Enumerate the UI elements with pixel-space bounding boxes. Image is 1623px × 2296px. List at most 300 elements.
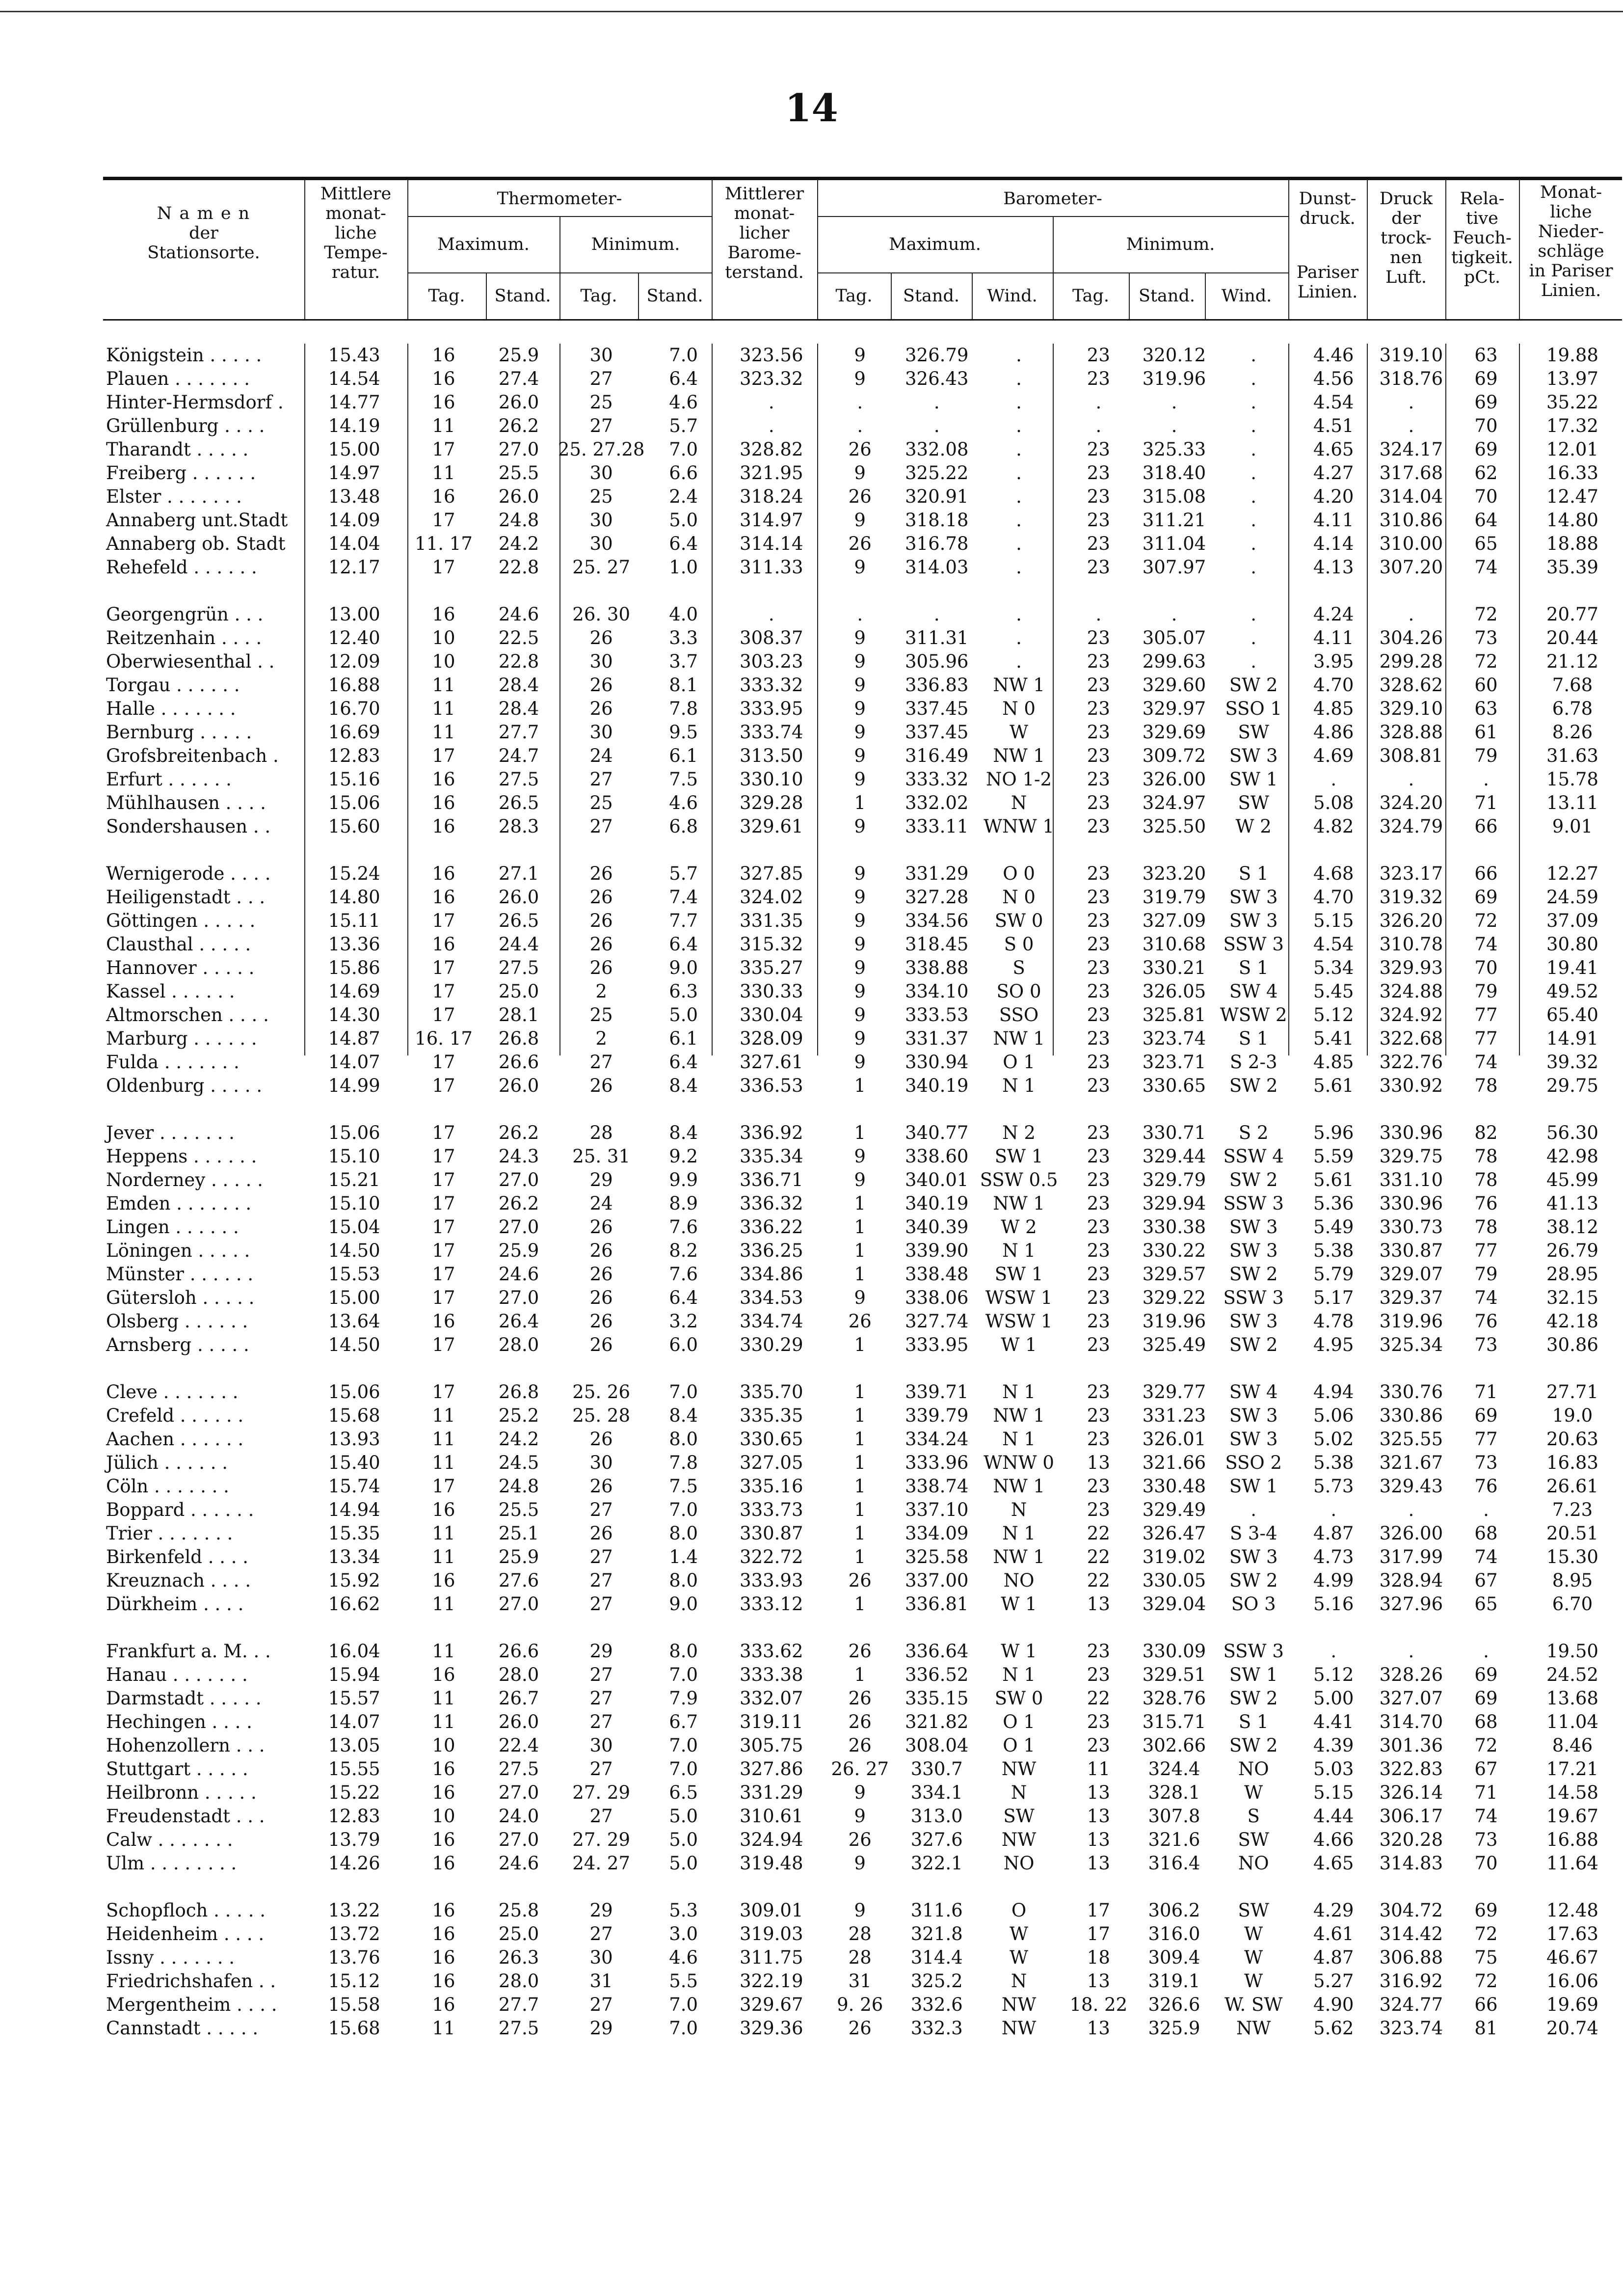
baro-max-day-cell: 9 bbox=[854, 863, 866, 884]
baro-max-value-cell: 340.19 bbox=[905, 1193, 969, 1214]
relative-humidity-cell: 77 bbox=[1474, 1429, 1498, 1450]
vapour-pressure-cell: 5.45 bbox=[1313, 981, 1354, 1002]
baro-min-day-cell: 23 bbox=[1087, 816, 1110, 837]
table-row bbox=[103, 744, 1623, 768]
thermo-max-day-cell: 11 bbox=[432, 462, 455, 484]
thermo-min-value-cell: 6.5 bbox=[669, 1782, 698, 1803]
relative-humidity-cell: 71 bbox=[1474, 1782, 1498, 1803]
precipitation-cell: 26.79 bbox=[1546, 1240, 1598, 1261]
precipitation-cell: 16.06 bbox=[1546, 1971, 1598, 1992]
thermo-min-day-cell: 2 bbox=[595, 1028, 607, 1049]
relative-humidity-cell: 78 bbox=[1474, 1216, 1498, 1238]
station-name-cell: Mergentheim . . . . bbox=[106, 1994, 277, 2015]
baro-min-value-cell: 325.9 bbox=[1148, 2018, 1200, 2039]
table-row bbox=[103, 1003, 1623, 1027]
mean-barometer-cell: 329.28 bbox=[740, 792, 803, 813]
baro-min-day-cell: 13 bbox=[1087, 2018, 1110, 2039]
dry-air-pressure-cell: 323.74 bbox=[1379, 2018, 1443, 2039]
station-name-cell: Hinter-Hermsdorf . bbox=[106, 392, 284, 413]
thermo-max-value-header: Stand. bbox=[494, 286, 551, 306]
thermo-min-value-cell: 7.0 bbox=[669, 1735, 698, 1756]
baro-max-wind-cell: NO bbox=[1003, 1853, 1035, 1874]
baro-max-day-cell: 1 bbox=[854, 1216, 866, 1238]
dry-air-pressure-cell: 324.88 bbox=[1379, 981, 1443, 1002]
mean-barometer-cell: 333.73 bbox=[740, 1499, 803, 1520]
vapour-pressure-cell: 5.41 bbox=[1313, 1028, 1354, 1049]
baro-min-value-cell: 316.4 bbox=[1148, 1853, 1200, 1874]
baro-min-value-cell: 323.20 bbox=[1142, 863, 1206, 884]
relative-humidity-cell: 66 bbox=[1474, 863, 1498, 884]
thermo-min-header: Minimum. bbox=[591, 235, 680, 254]
baro-min-wind-cell: S 1 bbox=[1238, 1711, 1269, 1732]
baro-max-day-cell: 9 bbox=[854, 1052, 866, 1073]
vapour-pressure-cell: 5.96 bbox=[1313, 1122, 1354, 1143]
station-name-cell: Bernburg . . . . . bbox=[106, 722, 252, 743]
baro-min-wind-cell: W bbox=[1244, 1782, 1263, 1803]
baro-max-wind-cell: . bbox=[1016, 368, 1022, 389]
mean-barometer-cell: 328.82 bbox=[740, 439, 803, 460]
dry-air-pressure-cell: 317.68 bbox=[1379, 462, 1443, 484]
thermo-min-day-cell: 24 bbox=[589, 745, 613, 766]
baro-max-wind-cell: NW bbox=[1001, 1758, 1037, 1780]
header-top-rule bbox=[103, 177, 1622, 180]
mean-barometer-cell: 311.33 bbox=[740, 557, 803, 578]
table-row bbox=[103, 1970, 1623, 1993]
station-name-cell: Fulda . . . . . . . bbox=[106, 1052, 239, 1073]
thermo-min-value-cell: 6.1 bbox=[669, 1028, 698, 1049]
mean-barometer-cell: 335.34 bbox=[740, 1146, 803, 1167]
baro-max-value-cell: . bbox=[933, 604, 940, 625]
thermo-min-day-cell: 30 bbox=[589, 1452, 613, 1473]
station-name-cell: Jever . . . . . . . bbox=[106, 1122, 235, 1143]
baro-max-value-cell: 318.45 bbox=[905, 934, 969, 955]
thermometer-header: Thermometer- bbox=[497, 189, 622, 209]
vapour-pressure-cell: 5.61 bbox=[1313, 1075, 1354, 1096]
dry-air-pressure-cell: 322.83 bbox=[1379, 1758, 1443, 1780]
dry-air-pressure-cell: 330.92 bbox=[1379, 1075, 1443, 1096]
precipitation-cell: 20.51 bbox=[1546, 1523, 1598, 1544]
baro-max-day-cell: 1 bbox=[854, 1523, 866, 1544]
baro-min-wind-cell: . bbox=[1251, 462, 1257, 484]
baro-min-day-cell: 13 bbox=[1087, 1853, 1110, 1874]
baro-max-value-cell: 332.08 bbox=[905, 439, 969, 460]
table-row bbox=[103, 1074, 1623, 1098]
baro-max-day-cell: 9 bbox=[854, 627, 866, 648]
thermo-max-value-cell: 26.5 bbox=[498, 792, 539, 813]
dry-air-pressure-cell: 319.32 bbox=[1379, 887, 1443, 908]
baro-max-wind-cell: SSO bbox=[999, 1004, 1039, 1026]
thermo-min-day-cell: 27 bbox=[589, 1806, 613, 1827]
baro-min-wind-cell: SW bbox=[1238, 722, 1269, 743]
mean-temperature-cell: 12.83 bbox=[328, 745, 380, 766]
thermo-max-value-cell: 27.5 bbox=[498, 957, 539, 978]
baro-min-value-cell: 324.97 bbox=[1142, 792, 1206, 813]
thermo-max-value-cell: 27.0 bbox=[498, 439, 539, 460]
vapour-pressure-cell: 4.85 bbox=[1313, 1052, 1354, 1073]
thermo-max-value-cell: 26.8 bbox=[498, 1381, 539, 1403]
group-spacer bbox=[103, 1616, 1623, 1640]
baro-min-day-cell: 11 bbox=[1087, 1758, 1110, 1780]
baro-min-day-cell: 23 bbox=[1087, 1122, 1110, 1143]
baro-min-day-cell: 23 bbox=[1087, 368, 1110, 389]
baro-min-wind-cell: W bbox=[1244, 1971, 1263, 1992]
thermo-max-value-cell: 22.8 bbox=[498, 651, 539, 672]
baro-min-value-cell: 321.6 bbox=[1148, 1829, 1200, 1850]
baro-min-wind-cell: SW 2 bbox=[1229, 1075, 1278, 1096]
precipitation-cell: 12.48 bbox=[1546, 1900, 1598, 1921]
baro-min-value-cell: 328.1 bbox=[1148, 1782, 1200, 1803]
table-row bbox=[103, 674, 1623, 697]
vapour-pressure-cell: 4.29 bbox=[1313, 1900, 1354, 1921]
station-header: N a m e n der Stationsorte. bbox=[147, 204, 260, 263]
relative-humidity-cell: 75 bbox=[1474, 1947, 1498, 1968]
precipitation-cell: 7.23 bbox=[1552, 1499, 1593, 1520]
baro-min-value-cell: 328.76 bbox=[1142, 1688, 1206, 1709]
thermo-max-day-header: Tag. bbox=[428, 286, 465, 306]
relative-humidity-cell: 69 bbox=[1474, 392, 1498, 413]
baro-min-day-cell: 23 bbox=[1087, 957, 1110, 978]
precipitation-cell: 20.44 bbox=[1546, 627, 1598, 648]
dry-air-pressure-cell: 324.20 bbox=[1379, 792, 1443, 813]
mean-temperature-cell: 12.40 bbox=[328, 627, 380, 648]
baro-min-wind-cell: W 2 bbox=[1235, 816, 1272, 837]
baro-min-value-cell: 324.4 bbox=[1148, 1758, 1200, 1780]
station-name-cell: Kreuznach . . . . bbox=[106, 1570, 251, 1591]
baro-max-wind-cell: N bbox=[1011, 792, 1027, 813]
dry-air-pressure-cell: 314.04 bbox=[1379, 486, 1443, 507]
station-name-cell: Dürkheim . . . . bbox=[106, 1594, 244, 1615]
table-row bbox=[103, 1922, 1623, 1946]
baro-min-day-cell: 23 bbox=[1087, 745, 1110, 766]
baro-max-day-cell: 28 bbox=[848, 1947, 872, 1968]
vapour-pressure-cell: 4.90 bbox=[1313, 1994, 1354, 2015]
precipitation-cell: 45.99 bbox=[1546, 1169, 1598, 1190]
baro-min-wind-cell: SO 3 bbox=[1231, 1594, 1276, 1615]
thermo-max-header: Maximum. bbox=[437, 235, 530, 254]
station-name-cell: Oldenburg . . . . . bbox=[106, 1075, 263, 1096]
table-row bbox=[103, 933, 1623, 956]
table-row bbox=[103, 980, 1623, 1003]
thermo-min-day-cell: 27 bbox=[589, 816, 613, 837]
mean-barometer-cell: 333.12 bbox=[740, 1594, 803, 1615]
station-name-cell: Jülich . . . . . . bbox=[106, 1452, 228, 1473]
relative-humidity-cell: 70 bbox=[1474, 1853, 1498, 1874]
vapour-pressure-cell: 5.08 bbox=[1313, 792, 1354, 813]
baro-max-wind-cell: W bbox=[1010, 1923, 1029, 1945]
baro-min-wind-cell: S 1 bbox=[1238, 863, 1269, 884]
baro-min-day-cell: 23 bbox=[1087, 439, 1110, 460]
thermo-min-day-cell: 25 bbox=[589, 792, 613, 813]
baro-max-wind-cell: NW 1 bbox=[993, 745, 1045, 766]
group-spacer bbox=[103, 838, 1623, 862]
thermo-max-value-cell: 26.0 bbox=[498, 1711, 539, 1732]
relative-humidity-cell: 69 bbox=[1474, 1405, 1498, 1426]
thermo-max-day-cell: 17 bbox=[432, 1052, 455, 1073]
station-name-cell: Trier . . . . . . . bbox=[106, 1523, 233, 1544]
thermo-min-value-cell: 6.3 bbox=[669, 981, 698, 1002]
precipitation-cell: 14.91 bbox=[1546, 1028, 1598, 1049]
thermo-max-value-cell: 28.0 bbox=[498, 1664, 539, 1685]
baro-max-wind-cell: . bbox=[1016, 510, 1022, 531]
relative-humidity-cell: 77 bbox=[1474, 1240, 1498, 1261]
baro-min-wind-cell: SW 3 bbox=[1229, 1429, 1278, 1450]
precipitation-cell: 16.88 bbox=[1546, 1829, 1598, 1850]
thermo-min-value-cell: 7.0 bbox=[669, 1499, 698, 1520]
mean-barometer-cell: . bbox=[768, 604, 774, 625]
thermo-min-value-cell: 6.4 bbox=[669, 1287, 698, 1308]
vapour-pressure-cell: 5.79 bbox=[1313, 1264, 1354, 1285]
baro-min-wind-cell: SW 4 bbox=[1229, 981, 1278, 1002]
dry-air-pressure-cell: 314.83 bbox=[1379, 1853, 1443, 1874]
baro-max-wind-cell: NW bbox=[1001, 1829, 1037, 1850]
thermo-max-day-cell: 17 bbox=[432, 957, 455, 978]
mean-barometer-cell: 336.22 bbox=[740, 1216, 803, 1238]
mean-barometer-cell: 309.01 bbox=[740, 1900, 803, 1921]
station-name-cell: Boppard . . . . . . bbox=[106, 1499, 254, 1520]
mean-temperature-cell: 15.04 bbox=[328, 1216, 380, 1238]
baro-min-wind-cell: SW 2 bbox=[1229, 1169, 1278, 1190]
baro-min-value-cell: 326.05 bbox=[1142, 981, 1206, 1002]
table-row bbox=[103, 1051, 1623, 1074]
baro-min-wind-cell: . bbox=[1251, 510, 1257, 531]
mean-temperature-cell: 15.11 bbox=[328, 910, 380, 931]
mean-barometer-cell: 331.29 bbox=[740, 1782, 803, 1803]
relative-humidity-cell: 67 bbox=[1474, 1570, 1498, 1591]
baro-max-value-cell: 332.6 bbox=[910, 1994, 963, 2015]
baro-max-value-cell: 338.06 bbox=[905, 1287, 969, 1308]
precipitation-cell: 12.27 bbox=[1546, 863, 1598, 884]
thermo-min-day-cell: 26 bbox=[589, 1240, 613, 1261]
precipitation-cell: 32.15 bbox=[1546, 1287, 1598, 1308]
precipitation-cell: 27.71 bbox=[1546, 1381, 1598, 1403]
mean-temperature-cell: 15.43 bbox=[328, 345, 380, 366]
thermo-min-day-cell: 25. 31 bbox=[572, 1146, 630, 1167]
thermo-max-day-cell: 16 bbox=[432, 1853, 455, 1874]
station-name-cell: Königstein . . . . . bbox=[106, 345, 262, 366]
vapour-pressure-cell: 4.39 bbox=[1313, 1735, 1354, 1756]
baro-min-value-cell: 321.66 bbox=[1142, 1452, 1206, 1473]
precipitation-cell: 37.09 bbox=[1546, 910, 1598, 931]
baro-min-wind-cell: . bbox=[1251, 604, 1257, 625]
baro-max-value-cell: 340.01 bbox=[905, 1169, 969, 1190]
thermo-min-value-cell: 7.5 bbox=[669, 1476, 698, 1497]
thermo-max-value-cell: 28.0 bbox=[498, 1971, 539, 1992]
relative-humidity-cell: 67 bbox=[1474, 1758, 1498, 1780]
relative-humidity-cell: 68 bbox=[1474, 1711, 1498, 1732]
thermo-min-day-cell: 30 bbox=[589, 533, 613, 554]
table-row bbox=[103, 909, 1623, 933]
baro-min-value-cell: 329.49 bbox=[1142, 1499, 1206, 1520]
thermo-max-day-cell: 17 bbox=[432, 439, 455, 460]
baro-min-day-cell: 23 bbox=[1087, 910, 1110, 931]
baro-max-day-cell: . bbox=[857, 604, 863, 625]
dry-air-pressure-cell: 304.72 bbox=[1379, 1900, 1443, 1921]
thermo-min-day-cell: 30 bbox=[589, 462, 613, 484]
mean-barometer-cell: 333.93 bbox=[740, 1570, 803, 1591]
baro-min-day-cell: 23 bbox=[1087, 462, 1110, 484]
vapour-pressure-cell: 5.61 bbox=[1313, 1169, 1354, 1190]
baro-max-day-cell: 9 bbox=[854, 816, 866, 837]
baro-min-value-cell: 329.57 bbox=[1142, 1264, 1206, 1285]
relative-humidity-cell: 72 bbox=[1474, 1923, 1498, 1945]
mean-temperature-cell: 14.94 bbox=[328, 1499, 380, 1520]
thermo-min-value-cell: 8.9 bbox=[669, 1193, 698, 1214]
dry-air-pressure-cell: 328.88 bbox=[1379, 722, 1443, 743]
dry-air-pressure-cell: 331.10 bbox=[1379, 1169, 1443, 1190]
station-name-cell: Halle . . . . . . . bbox=[106, 698, 236, 719]
baro-max-wind-cell: WNW 0 bbox=[984, 1452, 1054, 1473]
page-number: 14 bbox=[785, 86, 838, 131]
precipitation-cell: 6.70 bbox=[1552, 1594, 1593, 1615]
precipitation-cell: 11.04 bbox=[1546, 1711, 1598, 1732]
mean-temperature-cell: 13.34 bbox=[328, 1546, 380, 1567]
thermo-max-day-cell: 11 bbox=[432, 1405, 455, 1426]
vapour-pressure-cell: 4.27 bbox=[1313, 462, 1354, 484]
dry-air-pressure-cell: 324.79 bbox=[1379, 816, 1443, 837]
baro-min-day-cell: 23 bbox=[1087, 1169, 1110, 1190]
thermo-min-value-cell: 9.0 bbox=[669, 957, 698, 978]
baro-max-value-cell: 314.03 bbox=[905, 557, 969, 578]
thermo-max-value-cell: 24.6 bbox=[498, 1264, 539, 1285]
baro-max-value-cell: 330.7 bbox=[910, 1758, 963, 1780]
baro-max-day-cell: 1 bbox=[854, 1122, 866, 1143]
precipitation-cell: 15.30 bbox=[1546, 1546, 1598, 1567]
precipitation-cell: 26.61 bbox=[1546, 1476, 1598, 1497]
relative-humidity-cell: 72 bbox=[1474, 651, 1498, 672]
precipitation-cell: 9.01 bbox=[1552, 816, 1593, 837]
station-name-cell: Reitzenhain . . . . bbox=[106, 627, 262, 648]
mean-barometer-cell: 330.29 bbox=[740, 1334, 803, 1355]
relative-humidity-cell: 66 bbox=[1474, 1994, 1498, 2015]
vapour-pressure-cell: 4.65 bbox=[1313, 439, 1354, 460]
station-name-cell: Oberwiesenthal . . bbox=[106, 651, 275, 672]
baro-min-day-cell: 23 bbox=[1087, 1735, 1110, 1756]
mean-temperature-cell: 14.77 bbox=[328, 392, 380, 413]
precipitation-cell: 19.50 bbox=[1546, 1641, 1598, 1662]
thermo-min-value-cell: 1.4 bbox=[669, 1546, 698, 1567]
dry-air-pressure-cell: . bbox=[1408, 769, 1414, 790]
baro-min-value-cell: 329.22 bbox=[1142, 1287, 1206, 1308]
thermo-max-value-cell: 27.1 bbox=[498, 863, 539, 884]
table-row bbox=[103, 1522, 1623, 1545]
thermo-max-day-cell: 16 bbox=[432, 1664, 455, 1685]
mean-temperature-cell: 15.92 bbox=[328, 1570, 380, 1591]
thermo-max-day-cell: 11 bbox=[432, 1452, 455, 1473]
baro-max-value-cell: 339.71 bbox=[905, 1381, 969, 1403]
thermo-min-value-cell: 6.1 bbox=[669, 745, 698, 766]
mean-temperature-cell: 16.70 bbox=[328, 698, 380, 719]
mean-temperature-cell: 15.24 bbox=[328, 863, 380, 884]
relative-humidity-cell: 69 bbox=[1474, 1664, 1498, 1685]
station-name-cell: Clausthal . . . . . bbox=[106, 934, 251, 955]
relative-humidity-cell: 72 bbox=[1474, 1735, 1498, 1756]
thermo-max-value-cell: 25.1 bbox=[498, 1523, 539, 1544]
baro-max-wind-cell: WSW 1 bbox=[985, 1311, 1053, 1332]
mean-barometer-cell: 331.35 bbox=[740, 910, 803, 931]
relative-humidity-cell: 79 bbox=[1474, 745, 1498, 766]
baro-max-value-cell: 336.64 bbox=[905, 1641, 969, 1662]
relative-humidity-cell: 78 bbox=[1474, 1169, 1498, 1190]
baro-max-value-cell: 321.82 bbox=[905, 1711, 969, 1732]
precipitation-cell: 65.40 bbox=[1546, 1004, 1598, 1026]
station-name-cell: Emden . . . . . . . bbox=[106, 1193, 252, 1214]
mean-barometer-cell: 321.95 bbox=[740, 462, 803, 484]
relative-humidity-cell: 79 bbox=[1474, 981, 1498, 1002]
baro-max-value-cell: 320.91 bbox=[905, 486, 969, 507]
baro-min-day-cell: 17 bbox=[1087, 1923, 1110, 1945]
table-row bbox=[103, 461, 1623, 485]
thermo-max-day-cell: 17 bbox=[432, 1287, 455, 1308]
baro-max-day-cell: 26 bbox=[848, 1829, 872, 1850]
baro-max-wind-cell: N 1 bbox=[1002, 1523, 1036, 1544]
relative-humidity-cell: 76 bbox=[1474, 1311, 1498, 1332]
baro-min-day-cell: 22 bbox=[1087, 1570, 1110, 1591]
station-name-cell: Wernigerode . . . . bbox=[106, 863, 271, 884]
dry-air-pressure-cell: 325.55 bbox=[1379, 1429, 1443, 1450]
baro-max-wind-cell: SSW 0.5 bbox=[980, 1169, 1058, 1190]
baro-max-wind-cell: N bbox=[1011, 1499, 1027, 1520]
thermo-max-value-cell: 27.4 bbox=[498, 368, 539, 389]
thermo-max-value-cell: 26.0 bbox=[498, 1075, 539, 1096]
mean-barometer-cell: 329.36 bbox=[740, 2018, 803, 2039]
baro-min-day-cell: 23 bbox=[1087, 627, 1110, 648]
baro-max-day-cell: 1 bbox=[854, 1405, 866, 1426]
mean-temperature-cell: 15.68 bbox=[328, 1405, 380, 1426]
mean-temperature-cell: 15.60 bbox=[328, 816, 380, 837]
baro-max-day-cell: 1 bbox=[854, 1334, 866, 1355]
precipitation-cell: 49.52 bbox=[1546, 981, 1598, 1002]
thermo-min-value-cell: 9.2 bbox=[669, 1146, 698, 1167]
table-row bbox=[103, 1569, 1623, 1593]
thermo-max-day-cell: 11. 17 bbox=[415, 533, 473, 554]
vapour-pressure-cell: 4.78 bbox=[1313, 1311, 1354, 1332]
baro-max-day-cell: 26 bbox=[848, 1311, 872, 1332]
table-row bbox=[103, 721, 1623, 744]
baro-min-wind-cell: . bbox=[1251, 439, 1257, 460]
station-name-cell: Elster . . . . . . . bbox=[106, 486, 242, 507]
thermo-min-value-cell: 6.4 bbox=[669, 1052, 698, 1073]
baro-max-value-cell: 331.37 bbox=[905, 1028, 969, 1049]
thermo-max-day-cell: 16 bbox=[432, 604, 455, 625]
precipitation-cell: 14.58 bbox=[1546, 1782, 1598, 1803]
mean-barometer-cell: 324.94 bbox=[740, 1829, 803, 1850]
baro-min-wind-cell: S bbox=[1247, 1806, 1260, 1827]
vapour-pressure-cell: 4.85 bbox=[1313, 698, 1354, 719]
baro-max-wind-cell: NW 1 bbox=[993, 1028, 1045, 1049]
mean-barometer-cell: 328.09 bbox=[740, 1028, 803, 1049]
mean-temperature-cell: 13.72 bbox=[328, 1923, 380, 1945]
mean-temperature-cell: 14.69 bbox=[328, 981, 380, 1002]
table-row bbox=[103, 1027, 1623, 1051]
relative-humidity-cell: 79 bbox=[1474, 1264, 1498, 1285]
thermo-max-day-cell: 11 bbox=[432, 1546, 455, 1567]
baro-max-value-cell: 332.3 bbox=[910, 2018, 963, 2039]
baro-max-value-cell: 327.6 bbox=[910, 1829, 963, 1850]
thermo-max-day-cell: 16 bbox=[432, 1311, 455, 1332]
baro-min-wind-cell: SW bbox=[1238, 1829, 1269, 1850]
station-name-cell: Schopfloch . . . . . bbox=[106, 1900, 266, 1921]
vapour-pressure-cell: 5.38 bbox=[1313, 1452, 1354, 1473]
baro-min-wind-cell: SW 1 bbox=[1229, 1476, 1278, 1497]
baro-min-value-cell: 329.79 bbox=[1142, 1169, 1206, 1190]
table-row bbox=[103, 650, 1623, 674]
baro-min-day-cell: . bbox=[1095, 604, 1102, 625]
baro-max-value-cell: 311.31 bbox=[905, 627, 969, 648]
thermo-max-value-cell: 24.6 bbox=[498, 1853, 539, 1874]
thermo-min-value-cell: 3.7 bbox=[669, 651, 698, 672]
thermo-min-value-header: Stand. bbox=[646, 286, 703, 306]
baro-min-value-cell: 329.51 bbox=[1142, 1664, 1206, 1685]
